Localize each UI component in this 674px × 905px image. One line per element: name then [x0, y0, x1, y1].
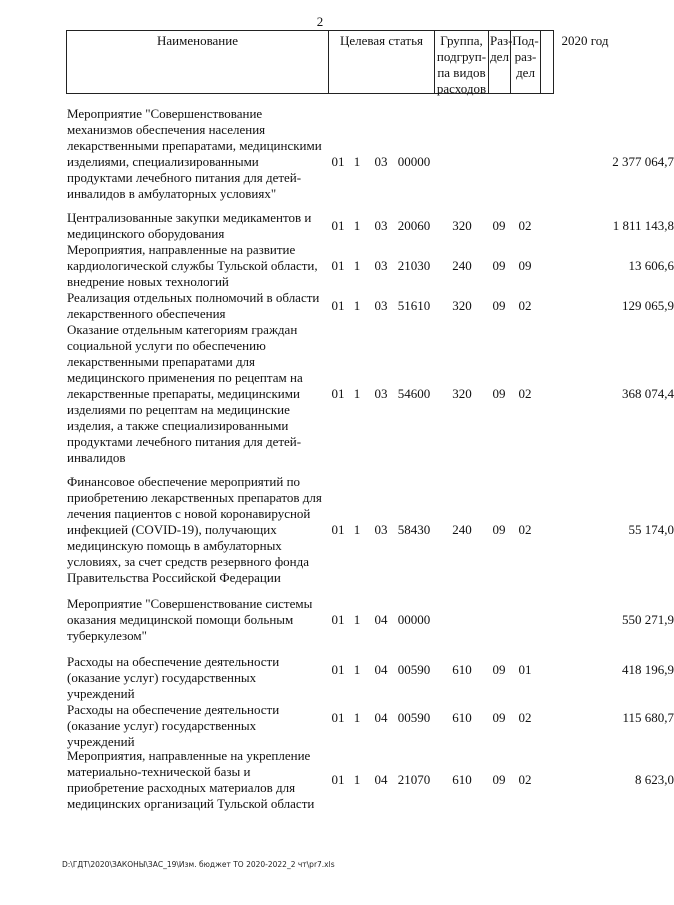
target-code-2: 1 — [353, 612, 361, 627]
podrazdel: 02 — [518, 772, 532, 787]
target-code-3: 04 — [374, 710, 388, 725]
header-podrazdel: Под-раз-дел — [511, 31, 541, 93]
target-code-1: 01 — [331, 218, 345, 233]
table-header — [66, 30, 609, 96]
table-row — [66, 322, 674, 470]
header-year: 2020 год — [561, 33, 609, 48]
row-name: Мероприятие "Совершенствование механизмов обеспечения населения лекарственными препаратами, медицинскими изделиями, специализированными продуктами лечебного питания для детей-инвалидов в амбулаторных условиях" — [67, 106, 322, 201]
table-row — [66, 210, 674, 242]
row-name: Финансовое обеспечение мероприятий по приобретению лекарственных препаратов для лечения пациентов с новой коронавирусной инфекцией (COVID-19), получающих медицинскую помощь в амбулаторных условиях, за счет средств резервного фонда Правительства Российской Федерации — [67, 474, 322, 585]
target-code-1: 01 — [331, 710, 345, 725]
target-code-1: 01 — [331, 298, 345, 313]
expense-group: 610 — [452, 662, 472, 677]
row-name: Мероприятия, направленные на развитие кардиологической службы Тульской области, внедрение новых технологий — [67, 242, 318, 289]
row-name: Расходы на обеспечение деятельности (оказание услуг) государственных учреждений — [67, 702, 280, 749]
target-code-3: 03 — [374, 298, 388, 313]
target-code-4: 21070 — [397, 772, 431, 787]
target-code-3: 03 — [374, 522, 388, 537]
table-row — [66, 702, 674, 749]
target-code-2: 1 — [353, 218, 361, 233]
header-name: Наименование — [67, 31, 329, 93]
target-code-1: 01 — [331, 612, 345, 627]
target-code-1: 01 — [331, 258, 345, 273]
table-row — [66, 596, 674, 648]
target-code-2: 1 — [353, 522, 361, 537]
target-code-2: 1 — [353, 154, 361, 169]
target-code-2: 1 — [353, 662, 361, 677]
expense-group: 240 — [452, 522, 472, 537]
amount: 13 606,6 — [628, 258, 674, 273]
target-code-2: 1 — [353, 298, 361, 313]
expense-group: 320 — [452, 386, 472, 401]
row-name: Централизованные закупки медикаментов и медицинского оборудования — [67, 210, 312, 241]
target-code-2: 1 — [353, 710, 361, 725]
row-name: Расходы на обеспечение деятельности (оказание услуг) государственных учреждений — [67, 654, 280, 701]
podrazdel: 01 — [518, 662, 532, 677]
target-code-3: 03 — [374, 258, 388, 273]
expense-group: 610 — [452, 710, 472, 725]
razdel: 09 — [492, 522, 506, 537]
row-name: Мероприятие "Совершенствование системы оказания медицинской помощи больным туберкулезом" — [67, 596, 313, 643]
target-code-4: 20060 — [397, 218, 431, 233]
amount: 129 065,9 — [622, 298, 674, 313]
podrazdel: 02 — [518, 522, 532, 537]
target-code-4: 54600 — [397, 386, 431, 401]
target-code-3: 04 — [374, 662, 388, 677]
target-code-1: 01 — [331, 522, 345, 537]
amount: 550 271,9 — [622, 612, 674, 627]
razdel: 09 — [492, 386, 506, 401]
amount: 8 623,0 — [635, 772, 674, 787]
expense-group: 320 — [452, 298, 472, 313]
table-row — [66, 106, 674, 206]
table-row — [66, 748, 674, 816]
table-row — [66, 242, 674, 290]
target-code-2: 1 — [353, 772, 361, 787]
expense-group: 240 — [452, 258, 472, 273]
table-row — [66, 290, 674, 322]
expense-group: 610 — [452, 772, 472, 787]
target-code-3: 03 — [374, 154, 388, 169]
amount: 1 811 143,8 — [612, 218, 674, 233]
table-body — [66, 94, 674, 824]
target-code-3: 03 — [374, 386, 388, 401]
amount: 115 680,7 — [622, 710, 674, 725]
expense-group: 320 — [452, 218, 472, 233]
target-code-1: 01 — [331, 386, 345, 401]
header-razdel: Раз-дел — [489, 31, 511, 93]
header-target-article: Целевая статья — [329, 31, 435, 93]
page-number: 2 — [316, 14, 324, 29]
target-code-4: 00000 — [397, 612, 431, 627]
target-code-2: 1 — [353, 258, 361, 273]
podrazdel: 02 — [518, 710, 532, 725]
row-name: Реализация отдельных полномочий в области лекарственного обеспечения — [67, 290, 320, 321]
file-path-footer: D:\ГДТ\2020\ЗАКОНЫ\ЗАС_19\Изм. бюджет ТО 2020-2022_2 чт\pr7.xls — [62, 860, 335, 869]
target-code-3: 04 — [374, 612, 388, 627]
razdel: 09 — [492, 258, 506, 273]
target-code-1: 01 — [331, 662, 345, 677]
target-code-3: 04 — [374, 772, 388, 787]
podrazdel: 02 — [518, 298, 532, 313]
razdel: 09 — [492, 710, 506, 725]
amount: 368 074,4 — [622, 386, 674, 401]
razdel: 09 — [492, 218, 506, 233]
amount: 2 377 064,7 — [612, 154, 674, 169]
razdel: 09 — [492, 772, 506, 787]
header-expense-group: Группа, подгруп-па видов расходов — [435, 31, 489, 93]
row-name: Мероприятия, направленные на укрепление материально-технической базы и приобретение расходных материалов для медицинских организаций Тульской области — [67, 748, 315, 811]
row-name: Оказание отдельным категориям граждан социальной услуги по обеспечению лекарственными препаратами для медицинского применения по рецептам на лекарственные препараты, медицинскими изделиями по рецептам на медицинские изделия, а также специализированными продуктами лечебного питания для детей-инвалидов — [67, 322, 303, 465]
target-code-3: 03 — [374, 218, 388, 233]
target-code-2: 1 — [353, 386, 361, 401]
target-code-4: 58430 — [397, 522, 431, 537]
podrazdel: 09 — [518, 258, 532, 273]
target-code-1: 01 — [331, 772, 345, 787]
table-row — [66, 474, 674, 590]
razdel: 09 — [492, 662, 506, 677]
amount: 418 196,9 — [622, 662, 674, 677]
amount: 55 174,0 — [628, 522, 674, 537]
razdel: 09 — [492, 298, 506, 313]
target-code-4: 00000 — [397, 154, 431, 169]
target-code-4: 00590 — [397, 662, 431, 677]
target-code-1: 01 — [331, 154, 345, 169]
target-code-4: 21030 — [397, 258, 431, 273]
podrazdel: 02 — [518, 218, 532, 233]
table-row — [66, 654, 674, 701]
target-code-4: 00590 — [397, 710, 431, 725]
podrazdel: 02 — [518, 386, 532, 401]
target-code-4: 51610 — [397, 298, 431, 313]
